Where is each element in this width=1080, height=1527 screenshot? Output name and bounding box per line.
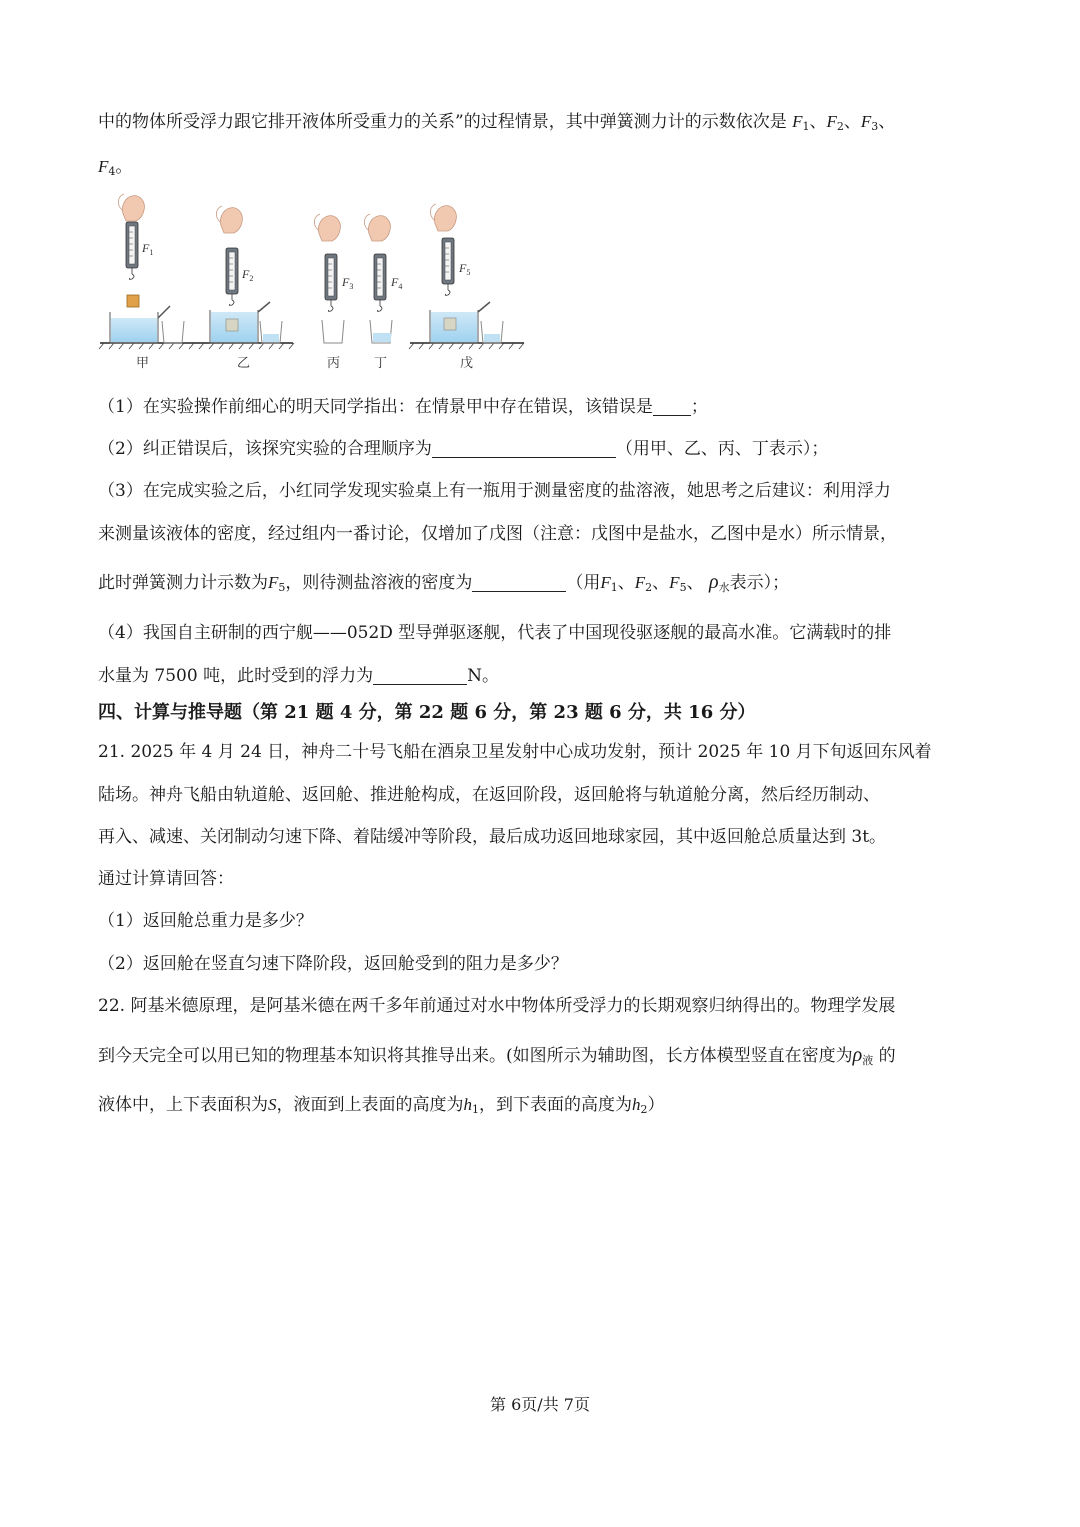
svg-text:F3: $F_3$ [342,275,354,291]
problem-21-sub-2: （2）返回舱在竖直匀速下降阶段，返回舱受到的阻力是多少？ [98,954,568,974]
question-3-line-3: 此时弹簧测力计示数为$F_5$，则待测盐溶液的密度为 （用$F_1$、$F_2$、$F_5$、 $\rho_水$表示）； [98,571,790,594]
experiment-figure [98,192,538,382]
scene-ding [364,214,402,371]
intro-line-1: 中的物体所受浮力跟它排开液体所受重力的关系”的过程情景，其中弹簧测力计的示数依次是 $F_1$、$F_2$、$F_3$、 [98,112,896,133]
question-2: （2）纠正错误后，该探究实验的合理顺序为 （用甲、乙、丙、丁表示）； [98,439,829,459]
problem-22-line-1: 22. 阿基米德原理，是阿基米德在两千多年前通过对水中物体所受浮力的长期观察归纳得出的。物理学发展 [98,996,896,1016]
answer-blank-4[interactable] [373,666,467,685]
label-yi: 乙 [237,356,251,371]
question-4-line-2: 水量为 7500 吨，此时受到的浮力为 N。 [98,666,499,686]
svg-text:F5: $F_5$ [459,261,471,277]
ground-left [99,343,294,349]
svg-text:F1: $F_1$ [142,241,154,257]
answer-blank-3[interactable] [472,573,566,592]
ground-right [409,343,524,349]
question-3-line-1: （3）在完成实验之后，小红同学发现实验桌上有一瓶用于测量密度的盐溶液，她思考之后建议：利用浮力 [98,481,891,501]
page-footer: 第 6页/共 7页 [490,1395,590,1414]
svg-text:F4: $F_4$ [391,275,403,291]
problem-21-sub-1: （1）返回舱总重力是多少？ [98,911,313,931]
label-jia: 甲 [136,356,150,371]
problem-21-line-4: 通过计算请回答： [98,869,234,889]
problem-22-line-3: 液体中，上下表面积为S，液面到上表面的高度为$h_1$，到下表面的高度为$h_2$） [98,1095,665,1116]
question-1: （1）在实验操作前细心的明天同学指出：在情景甲中存在错误，该错误是 ； [98,397,708,417]
label-wu: 戊 [460,356,474,371]
answer-blank-2[interactable] [432,439,616,458]
problem-22-line-2: 到今天完全可以用已知的物理基本知识将其推导出来。(如图所示为辅助图，长方体模型竖直在密度为$\rho_液$ 的 [98,1044,896,1067]
label-bing: 丙 [327,356,341,371]
question-4-line-1: （4）我国自主研制的西宁舰——052D 型导弹驱逐舰，代表了中国现役驱逐舰的最高水准。它满载时的排 [98,623,892,643]
answer-blank-1[interactable] [653,397,691,416]
problem-21-line-1: 21. 2025 年 4 月 24 日，神舟二十号飞船在酒泉卫星发射中心成功发射，预计 2025 年 10 月下旬返回东风着 [98,742,932,762]
intro-line-2: $F_4$。 [98,157,133,178]
problem-21-line-3: 再入、减速、关闭制动匀速下降、着陆缓冲等阶段，最后成功返回地球家园，其中返回舱总质量达到 3t。 [98,827,887,847]
question-3-line-2: 来测量该液体的密度，经过组内一番讨论，仅增加了戊图（注意：戊图中是盐水，乙图中是水）所示情景， [98,524,897,544]
problem-21-line-2: 陆场。神舟飞船由轨道舱、返回舱、推进舱构成，在返回阶段，返回舱将与轨道舱分离，然后经历制动、 [98,785,880,805]
label-ding: 丁 [374,356,388,371]
scene-bing [314,214,353,371]
section-heading: 四、计算与推导题（第 21 题 4 分，第 22 题 6 分，第 23 题 6 分，共 16 分） [98,702,756,723]
svg-text:F2: $F_2$ [242,267,254,283]
